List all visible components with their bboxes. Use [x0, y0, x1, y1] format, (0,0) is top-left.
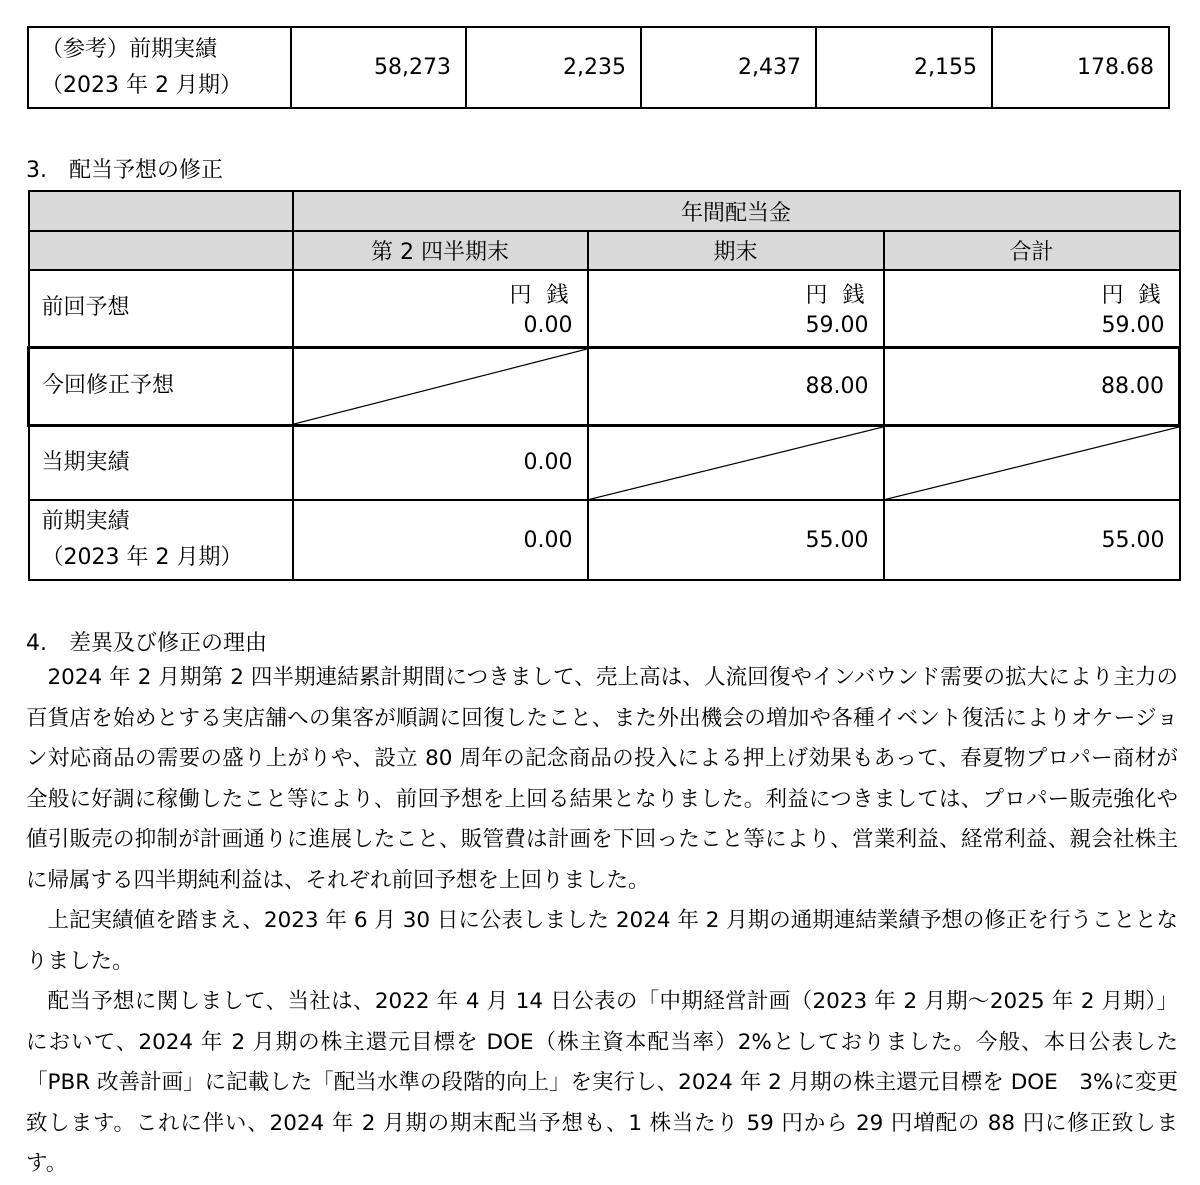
- current-total-empty-cell: [884, 425, 1180, 500]
- prior-label-line1: （参考）前期実績: [41, 36, 218, 62]
- header-blank: [29, 191, 293, 231]
- prior-value-net-sales: 58,273: [291, 27, 466, 108]
- last-year-yearend-value: 55.00: [588, 500, 884, 580]
- prior-value-eps: 178.68: [992, 27, 1169, 108]
- unit-label: 円 銭: [1101, 283, 1165, 309]
- unit-label: 円 銭: [805, 283, 869, 309]
- reason-paragraph-3: 配当予想に関しまして、当社は、2022 年 4 月 14 日公表の「中期経営計画（2023 年 2 月期～2025 年 2 月期）」において、2024 年 2 月期の株主還元目標を DOE（株主資本配当率）2%としておりました。今般、本日公表した「PBR 改善計画」に記載した「配当水準の段階的向上」を実行し、2024 年 2 月期の株主還元目標を DOE 3%に変更致します。これに伴い、2024 年 2 月期の期末配当予想も、1 株当たり 59 円から 29 円増配の 88 円に修正致します。: [26, 989, 1178, 1176]
- prior-label-line2: （2023 年 2 月期）: [41, 72, 242, 98]
- col-header-q2: 第 2 四半期末: [293, 231, 588, 270]
- prior-results-label: [28, 27, 291, 108]
- revised-yearend-value: 88.00: [588, 347, 884, 425]
- last-year-label-line1: 前期実績: [41, 509, 130, 534]
- previous-total-cell: [884, 270, 1180, 347]
- section4-body: [26, 658, 1178, 1185]
- reason-paragraph-1: 2024 年 2 月期第 2 四半期連結累計期間につきまして、売上高は、人流回復やインバウンド需要の拡大により主力の百貨店を始めとする実店舗への集客が順調に回復したこと、また外出機会の増加や各種イベント復活によりオケージョン対応商品の需要の盛り上がりや、設立 80 周年の記念商品の投入による押上げ効果もあって、春夏物プロパー商材が全般に好調に稼働したこと等により、前回予想を上回る結果となりました。利益につきましては、プロパー販売強化や値引販売の抑制が計画通りに進展したこと、販管費は計画を下回ったこと等により、営業利益、経常利益、親会社株主に帰属する四半期純利益は、それぞれ前回予想を上回りました。: [26, 665, 1178, 893]
- section3-heading: 3. 配当予想の修正: [26, 158, 223, 183]
- col-header-total: 合計: [884, 231, 1180, 270]
- prior-value-ordinary-income: 2,437: [641, 27, 816, 108]
- diagonal-slash: [885, 427, 1179, 500]
- last-year-q2-value: 0.00: [293, 500, 588, 580]
- revised-total-value: 88.00: [884, 347, 1180, 425]
- previous-q2-value: 0.00: [523, 313, 573, 339]
- diagonal-slash: [294, 349, 587, 424]
- row-label-previous: 前回予想: [29, 270, 293, 347]
- prior-value-operating-income: 2,235: [466, 27, 641, 108]
- header-blank-2: [29, 231, 293, 270]
- revised-q2-empty-cell: [293, 347, 588, 425]
- previous-total-value: 59.00: [1101, 313, 1165, 339]
- row-label-last-year: [29, 500, 293, 580]
- current-q2-value: 0.00: [293, 425, 588, 500]
- last-year-total-value: 55.00: [884, 500, 1180, 580]
- annual-dividend-header: 年間配当金: [293, 191, 1180, 231]
- unit-label: 円 銭: [509, 283, 573, 309]
- current-yearend-empty-cell: [588, 425, 884, 500]
- previous-yearend-value: 59.00: [805, 313, 869, 339]
- prior-results-table: [27, 26, 1170, 109]
- previous-yearend-cell: [588, 270, 884, 347]
- col-header-yearend: 期末: [588, 231, 884, 270]
- previous-q2-cell: [293, 270, 588, 347]
- diagonal-slash: [589, 427, 883, 500]
- dividend-table: [27, 190, 1181, 581]
- row-label-current: 当期実績: [29, 425, 293, 500]
- last-year-label-line2: （2023 年 2 月期）: [41, 545, 243, 570]
- section4-heading: 4. 差異及び修正の理由: [26, 631, 267, 656]
- reason-paragraph-2: 上記実績値を踏まえ、2023 年 6 月 30 日に公表しました 2024 年 2 月期の通期連結業績予想の修正を行うこととなりました。: [26, 908, 1178, 974]
- prior-value-net-income: 2,155: [816, 27, 992, 108]
- row-label-revised: 今回修正予想: [29, 347, 293, 425]
